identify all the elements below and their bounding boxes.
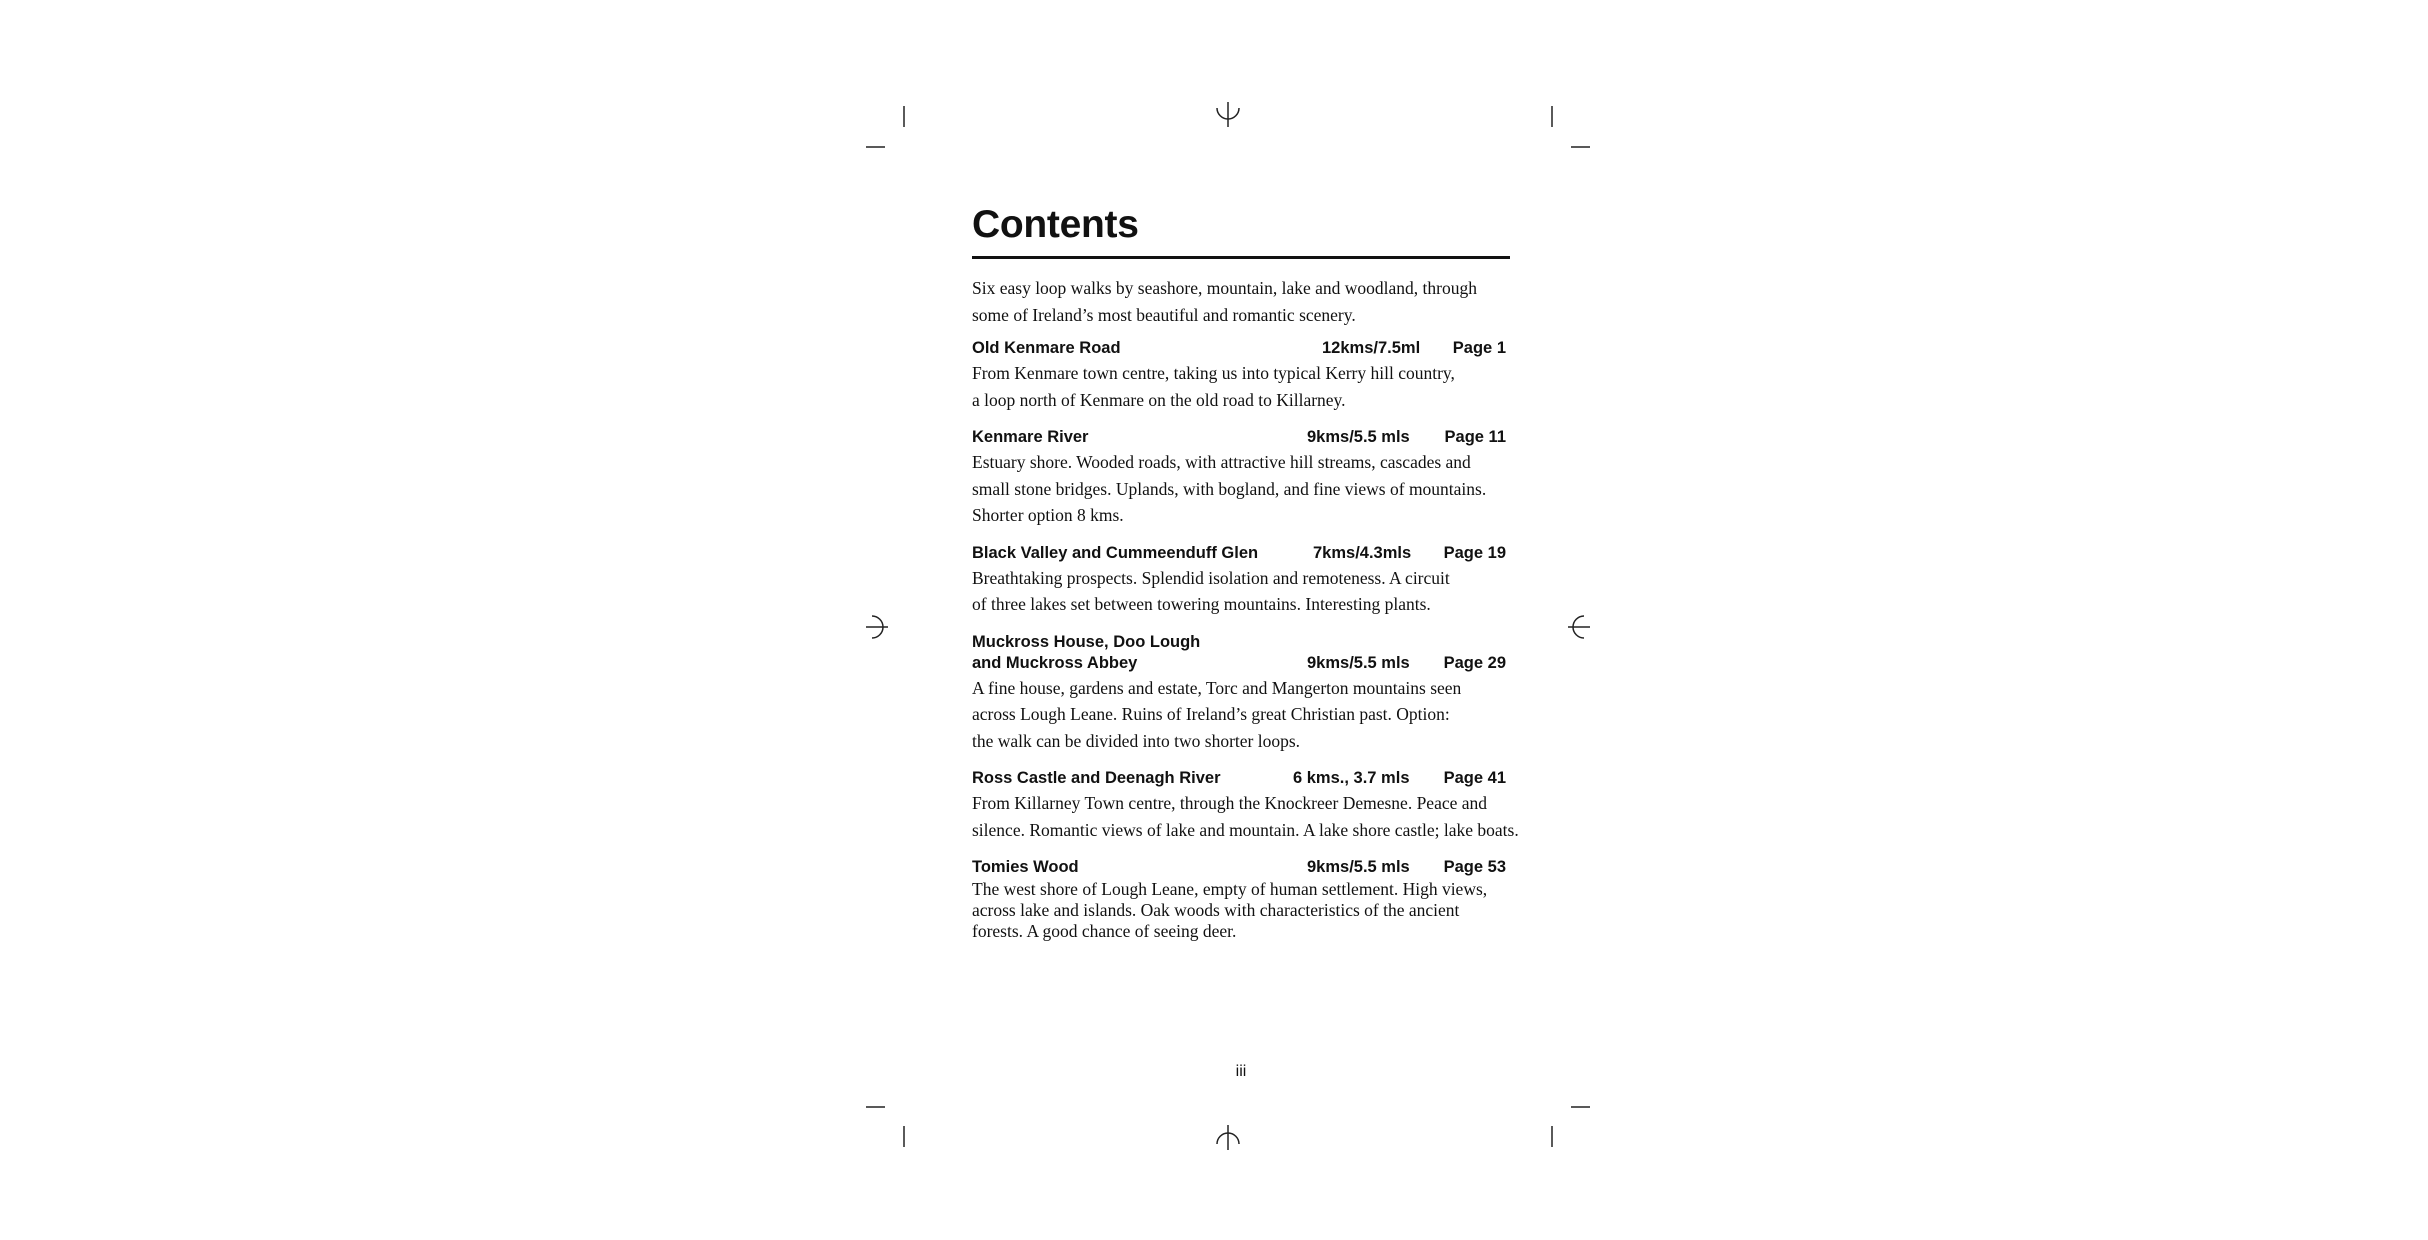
intro-text: [972, 275, 1510, 328]
desc-line: Breathtaking prospects. Splendid isolation and remoteness. A circuit: [972, 567, 1450, 588]
entry-heading: [972, 857, 1510, 878]
entry-heading: [972, 543, 1510, 564]
entry-description: [972, 360, 1510, 413]
entry-description: [972, 675, 1510, 755]
toc-entry-old-kenmare-road[interactable]: [972, 338, 1510, 413]
entry-distance: 9kms/5.5 mls: [1307, 428, 1410, 446]
entry-distance: 9kms/5.5 mls: [1307, 653, 1410, 672]
entry-name: Black Valley and Cummeenduff Glen: [972, 543, 1259, 562]
registration-mark-bottom: [1217, 1125, 1239, 1150]
page-title: Contents: [972, 203, 1139, 246]
entry-name: Muckross House, Doo Lough and Muckross Abbey: [972, 632, 1201, 672]
entry-page: Page 53: [1443, 858, 1506, 876]
entry-distance: 12kms/7.5ml: [1322, 339, 1421, 357]
entry-heading: [972, 338, 1510, 359]
intro-line: some of Ireland’s most beautiful and romantic scenery.: [972, 304, 1356, 325]
desc-line: The west shore of Lough Leane, empty of human settlement. High views,: [972, 879, 1488, 899]
entry-page: Page 41: [1443, 769, 1506, 787]
desc-line: small stone bridges. Uplands, with bogland, and fine views of mountains.: [972, 478, 1487, 499]
toc-entry-tomies-wood[interactable]: [972, 857, 1510, 942]
toc-entry-ross-castle[interactable]: [972, 768, 1519, 843]
entry-name: Ross Castle and Deenagh River: [972, 769, 1221, 787]
entry-page: Page 1: [1452, 339, 1506, 357]
entry-distance: 7kms/4.3mls: [1313, 543, 1412, 562]
toc-entry-kenmare-river[interactable]: [972, 427, 1510, 529]
contents-page: [972, 200, 1519, 942]
page-number: iii: [1235, 1063, 1247, 1080]
entry-distance: 9kms/5.5 mls: [1307, 858, 1410, 876]
entry-name: Kenmare River: [972, 428, 1089, 446]
desc-line: silence. Romantic views of lake and mountain. A lake shore castle; lake boats.: [972, 819, 1519, 840]
entry-distance: 6 kms., 3.7 mls: [1293, 769, 1410, 787]
intro-line: Six easy loop walks by seashore, mountain, lake and woodland, through: [972, 278, 1477, 298]
desc-line: forests. A good chance of seeing deer.: [972, 921, 1237, 941]
entry-name: Old Kenmare Road: [972, 339, 1121, 357]
desc-line: From Killarney Town centre, through the Knockreer Demesne. Peace and: [972, 793, 1488, 813]
desc-line: of three lakes set between towering mountains. Interesting plants.: [972, 594, 1431, 614]
entry-description: [972, 790, 1519, 843]
desc-line: the walk can be divided into two shorter loops.: [972, 730, 1301, 751]
entry-page: Page 11: [1444, 428, 1506, 446]
entry-description: [972, 565, 1510, 618]
entry-name: Tomies Wood: [972, 858, 1079, 876]
entry-heading: [972, 427, 1510, 448]
desc-line: Shorter option 8 kms.: [972, 505, 1124, 525]
desc-line: across Lough Leane. Ruins of Ireland’s great Christian past. Option:: [972, 704, 1450, 724]
title-rule: [972, 256, 1510, 259]
toc-entry-muckross-house[interactable]: [972, 632, 1510, 755]
entry-description: [972, 449, 1510, 529]
registration-mark-right: [1568, 616, 1590, 638]
entry-description: [972, 879, 1510, 942]
registration-mark-left: [866, 616, 888, 638]
desc-line: A fine house, gardens and estate, Torc and Mangerton mountains seen: [972, 677, 1462, 698]
entry-page: Page 19: [1443, 543, 1506, 562]
entry-page: Page 29: [1443, 653, 1506, 672]
desc-line: Estuary shore. Wooded roads, with attractive hill streams, cascades and: [972, 452, 1471, 472]
desc-line: a loop north of Kenmare on the old road to Killarney.: [972, 389, 1346, 410]
entry-heading: [972, 768, 1510, 789]
registration-mark-top: [1217, 102, 1239, 127]
toc-entry-black-valley[interactable]: [972, 543, 1510, 618]
desc-line: From Kenmare town centre, taking us into typical Kerry hill country,: [972, 363, 1455, 383]
entry-heading: [972, 632, 1510, 674]
desc-line: across lake and islands. Oak woods with characteristics of the ancient: [972, 900, 1460, 920]
